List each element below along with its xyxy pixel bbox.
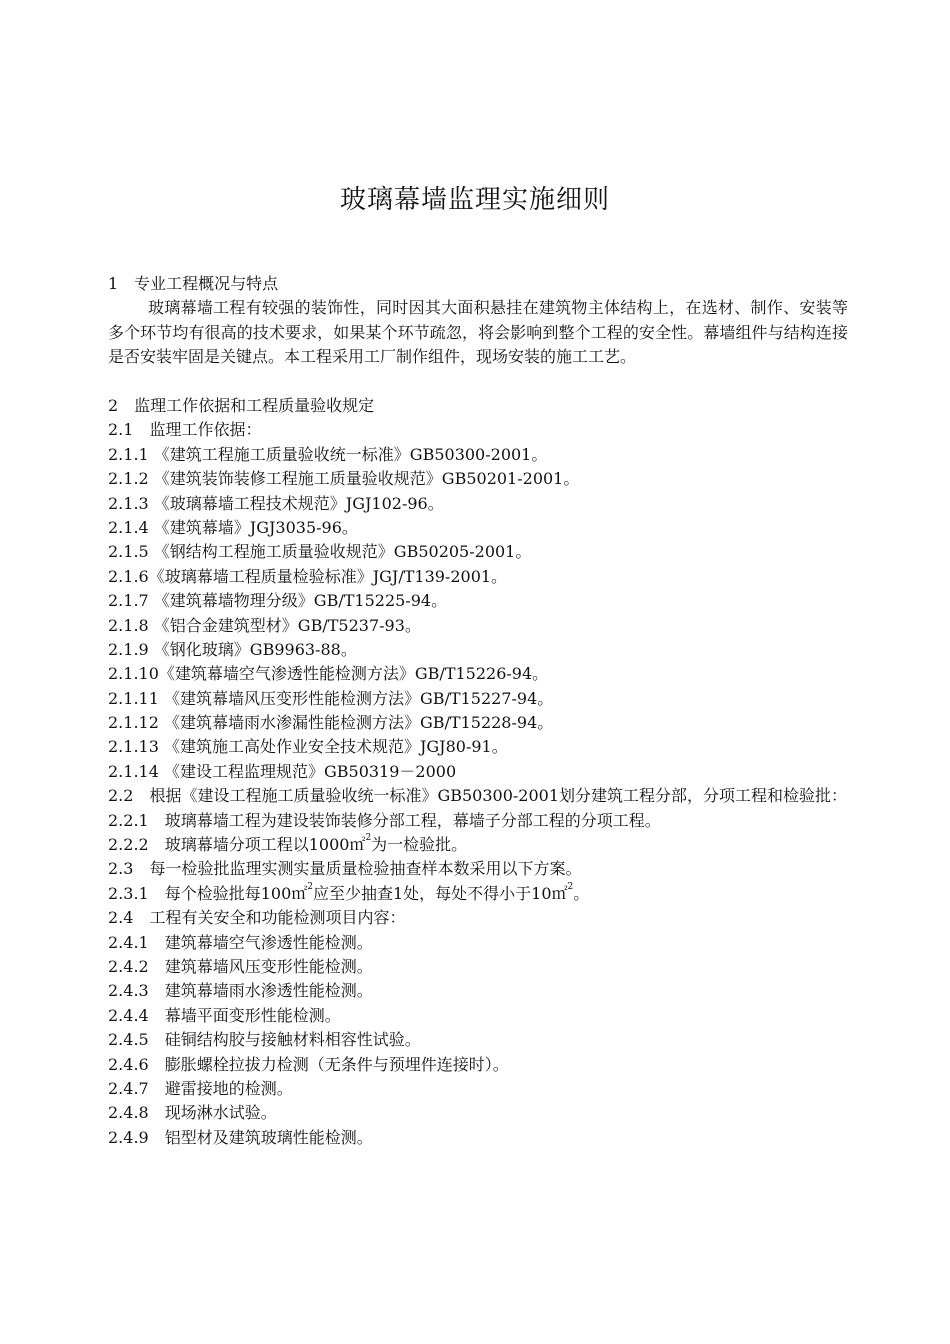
list-item: 2.1.8 《铝合金建筑型材》GB/T5237-93。 [108, 615, 421, 635]
item-text: 2.2.2 玻璃幕墙分项工程以1000㎡ [108, 835, 366, 855]
section-2-1-heading: 2.1 监理工作依据： [108, 420, 262, 440]
section-1-heading: 1 专业工程概况与特点 [108, 274, 279, 293]
list-item: 2.1.5 《钢结构工程施工质量验收规范》GB50205-2001。 [108, 542, 532, 562]
spacer [108, 370, 848, 394]
list-item: 2.1.14 《建设工程监理规范》GB50319－2000 [108, 761, 457, 781]
list-item: 2.1.7 《建筑幕墙物理分级》GB/T15225-94。 [108, 591, 448, 611]
section-2-2-heading: 2.2 根据《建设工程施工质量验收统一标准》GB50300-2001划分建筑工程分部，分项工程和检验批： [108, 786, 848, 806]
list-item: 2.4.3 建筑幕墙雨水渗透性能检测。 [108, 981, 373, 1001]
list-item: 2.4.9 铝型材及建筑玻璃性能检测。 [108, 1127, 373, 1147]
list-item: 2.1.11 《建筑幕墙风压变形性能检测方法》GB/T15227-94。 [108, 688, 554, 708]
superscript: 2 [567, 881, 574, 892]
list-item: 2.2.1 玻璃幕墙工程为建设装饰装修分部工程，幕墙子分部工程的分项工程。 [108, 810, 661, 830]
list-item: 2.1.12 《建筑幕墙雨水渗漏性能检测方法》GB/T15228-94。 [108, 713, 554, 733]
item-text: 应至少抽查1处，每处不得小于10㎡ [313, 883, 568, 903]
document-body [108, 272, 848, 1150]
list-item: 2.1.4 《建筑幕墙》JGJ3035-96。 [108, 517, 358, 537]
list-item: 2.1.1 《建筑工程施工质量验收统一标准》GB50300-2001。 [108, 444, 548, 464]
list-item: 2.1.9 《钢化玻璃》GB9963-88。 [108, 639, 357, 659]
section-2-heading: 2 监理工作依据和工程质量验收规定 [108, 396, 375, 415]
section-2-4-heading: 2.4 工程有关安全和功能检测项目内容： [108, 908, 406, 928]
list-item [108, 833, 848, 857]
list-item: 2.4.5 硅铜结构胶与接触材料相容性试验。 [108, 1030, 421, 1050]
list-item: 2.1.13 《建筑施工高处作业安全技术规范》JGJ80-91。 [108, 737, 508, 757]
superscript: 2 [365, 833, 372, 844]
list-item: 2.4.4 幕墙平面变形性能检测。 [108, 1005, 341, 1025]
list-item: 2.1.6《玻璃幕墙工程质量检验标准》JGJ/T139-2001。 [108, 566, 508, 586]
list-item: 2.1.3 《玻璃幕墙工程技术规范》JGJ102-96。 [108, 493, 444, 513]
section-1-paragraph: 玻璃幕墙工程有较强的装饰性，同时因其大面积悬挂在建筑物主体结构上，在选材、制作、安装等多个环节均有很高的技术要求，如果某个环节疏忽，将会影响到整个工程的安全性。幕墙组件与结构连接是否安装牢固是关键点。本工程采用工厂制作组件，现场安装的施工工艺。 [108, 298, 848, 367]
superscript: 2 [307, 881, 313, 892]
list-item: 2.1.10《建筑幕墙空气渗透性能检测方法》GB/T15226-94。 [108, 664, 549, 684]
item-text: 。 [573, 883, 590, 903]
item-text: 为一检验批。 [371, 835, 468, 855]
list-item: 2.4.1 建筑幕墙空气渗透性能检测。 [108, 932, 373, 952]
list-item: 2.1.2 《建筑装饰装修工程施工质量验收规范》GB50201-2001。 [108, 469, 580, 489]
list-item: 2.4.7 避雷接地的检测。 [108, 1078, 293, 1098]
list-item: 2.4.6 膨胀螺栓拉拔力检测（无条件与预埋件连接时）。 [108, 1054, 509, 1074]
list-item: 2.4.2 建筑幕墙风压变形性能检测。 [108, 957, 373, 976]
document-title: 玻璃幕墙监理实施细则 [339, 185, 610, 215]
list-item: 2.4.8 现场淋水试验。 [108, 1103, 277, 1123]
section-2-3-heading: 2.3 每一检验批监理实测实量质量检验抽查样本数采用以下方案。 [108, 859, 582, 879]
item-text: 2.3.1 每个检验批每100㎡ [108, 883, 308, 903]
list-item [108, 882, 848, 906]
